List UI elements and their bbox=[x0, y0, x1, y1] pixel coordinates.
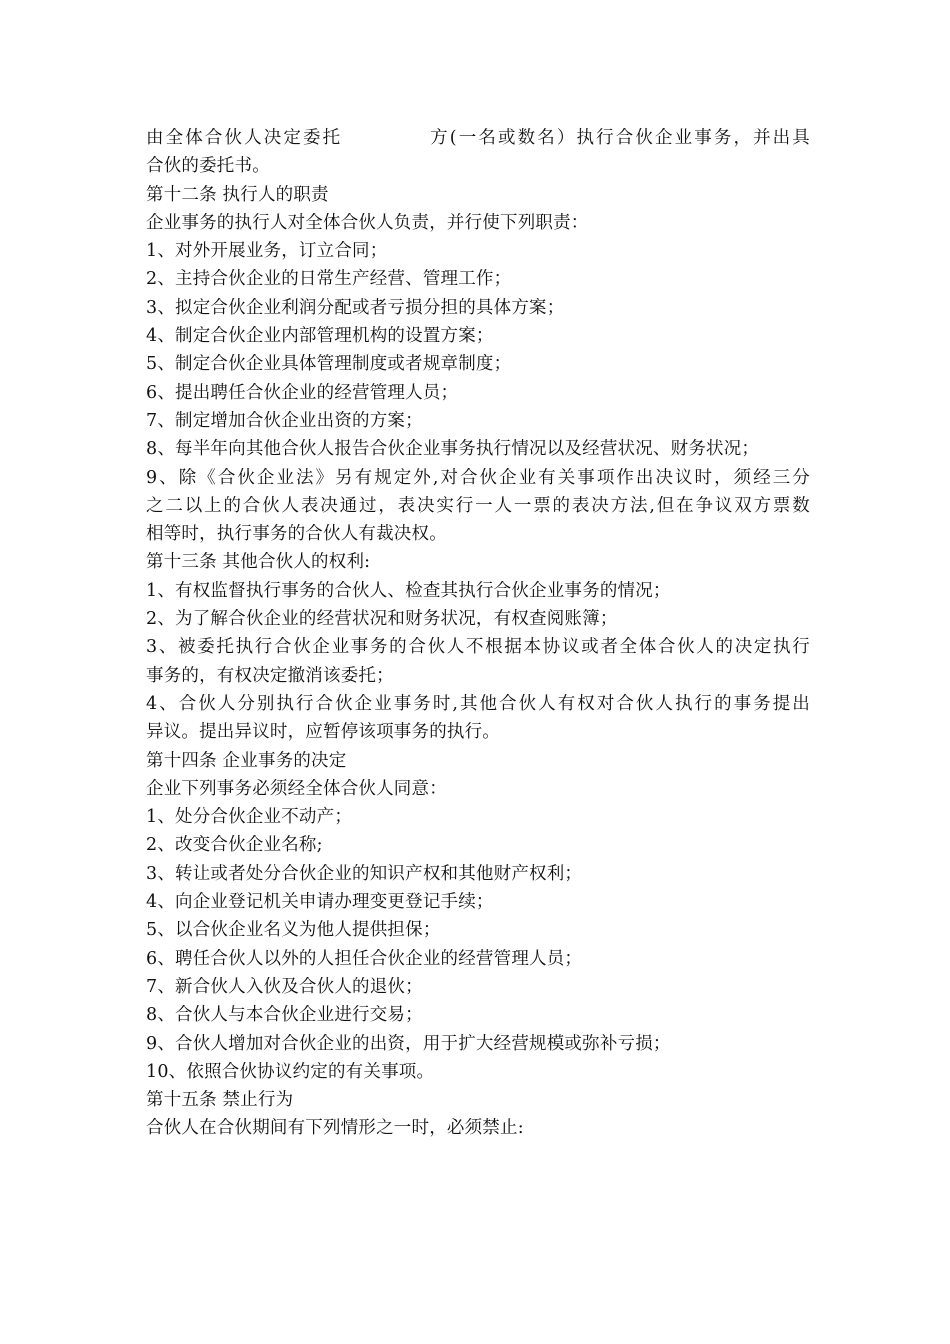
list-item: 2、主持合伙企业的日常生产经营、管理工作； bbox=[146, 269, 512, 290]
section-heading-12: 第十二条 执行人的职责 bbox=[146, 184, 329, 205]
list-item: 2、为了解合伙企业的经营状况和财务状况，有权查阅账簿； bbox=[146, 609, 618, 630]
list-item-continued: 相等时，执行事务的合伙人有裁决权。 bbox=[146, 524, 447, 545]
section-heading-15: 第十五条 禁止行为 bbox=[146, 1090, 294, 1111]
list-item: 10、依照合伙协议约定的有关事项。 bbox=[146, 1061, 435, 1082]
list-item: 2、改变合伙企业名称; bbox=[146, 835, 323, 856]
section-heading-14: 第十四条 企业事务的决定 bbox=[146, 750, 347, 771]
list-item-continued: 之二以上的合伙人表决通过，表决实行一人一票的表决方法,但在争议双方票数 bbox=[146, 495, 810, 516]
list-item: 4、向企业登记机关申请办理变更登记手续； bbox=[146, 892, 494, 913]
list-item: 6、聘任合伙人以外的人担任合伙企业的经营管理人员； bbox=[146, 948, 583, 969]
list-item-continued: 异议。提出异议时，应暂停该项事务的执行。 bbox=[146, 722, 500, 743]
section-heading-13: 第十三条 其他合伙人的权利: bbox=[146, 552, 371, 573]
list-item: 3、转让或者处分合伙企业的知识产权和其他财产权利； bbox=[146, 863, 583, 884]
paragraph-line: 企业下列事务必须经全体合伙人同意： bbox=[146, 778, 447, 799]
list-item: 8、每半年向其他合伙人报告合伙企业事务执行情况以及经营状况、财务状况； bbox=[146, 439, 760, 460]
list-item: 9、合伙人增加对合伙企业的出资，用于扩大经营规模或弥补亏损； bbox=[146, 1033, 671, 1054]
list-item: 9、除《合伙企业法》另有规定外,对合伙企业有关事项作出决议时，须经三分 bbox=[146, 467, 810, 488]
list-item: 3、被委托执行合伙企业事务的合伙人不根据本协议或者全体合伙人的决定执行 bbox=[146, 637, 810, 658]
list-item: 1、对外开展业务，订立合同； bbox=[146, 241, 388, 262]
list-item: 5、制定合伙企业具体管理制度或者规章制度； bbox=[146, 354, 512, 375]
paragraph-line: 合伙人在合伙期间有下列情形之一时，必须禁止: bbox=[146, 1118, 524, 1139]
paragraph-line: 合伙的委托书。 bbox=[146, 156, 270, 177]
list-item: 3、拟定合伙企业利润分配或者亏损分担的具体方案； bbox=[146, 297, 565, 318]
paragraph-line: 企业事务的执行人对全体合伙人负责，并行使下列职责： bbox=[146, 212, 589, 233]
list-item: 4、制定合伙企业内部管理机构的设置方案； bbox=[146, 326, 494, 347]
document-body bbox=[146, 124, 810, 1143]
list-item: 4、合伙人分别执行合伙企业事务时,其他合伙人有权对合伙人执行的事务提出 bbox=[146, 693, 810, 714]
list-item: 1、有权监督执行事务的合伙人、检查其执行合伙企业事务的情况； bbox=[146, 580, 671, 601]
list-item: 7、制定增加合伙企业出资的方案； bbox=[146, 410, 423, 431]
list-item: 8、合伙人与本合伙企业进行交易； bbox=[146, 1005, 423, 1026]
list-item: 6、提出聘任合伙企业的经营管理人员； bbox=[146, 382, 459, 403]
list-item-continued: 事务的，有权决定撤消该委托； bbox=[146, 665, 394, 686]
paragraph-line bbox=[146, 124, 810, 152]
list-item: 1、处分合伙企业不动产； bbox=[146, 807, 353, 828]
list-item: 7、新合伙人入伙及合伙人的退伙； bbox=[146, 976, 423, 997]
list-item: 5、以合伙企业名义为他人提供担保； bbox=[146, 920, 441, 941]
text-segment: 方(一名或数名）执行合伙企业事务，并出具 bbox=[428, 128, 811, 148]
text-segment: 由全体合伙人决定委托 bbox=[146, 128, 343, 148]
